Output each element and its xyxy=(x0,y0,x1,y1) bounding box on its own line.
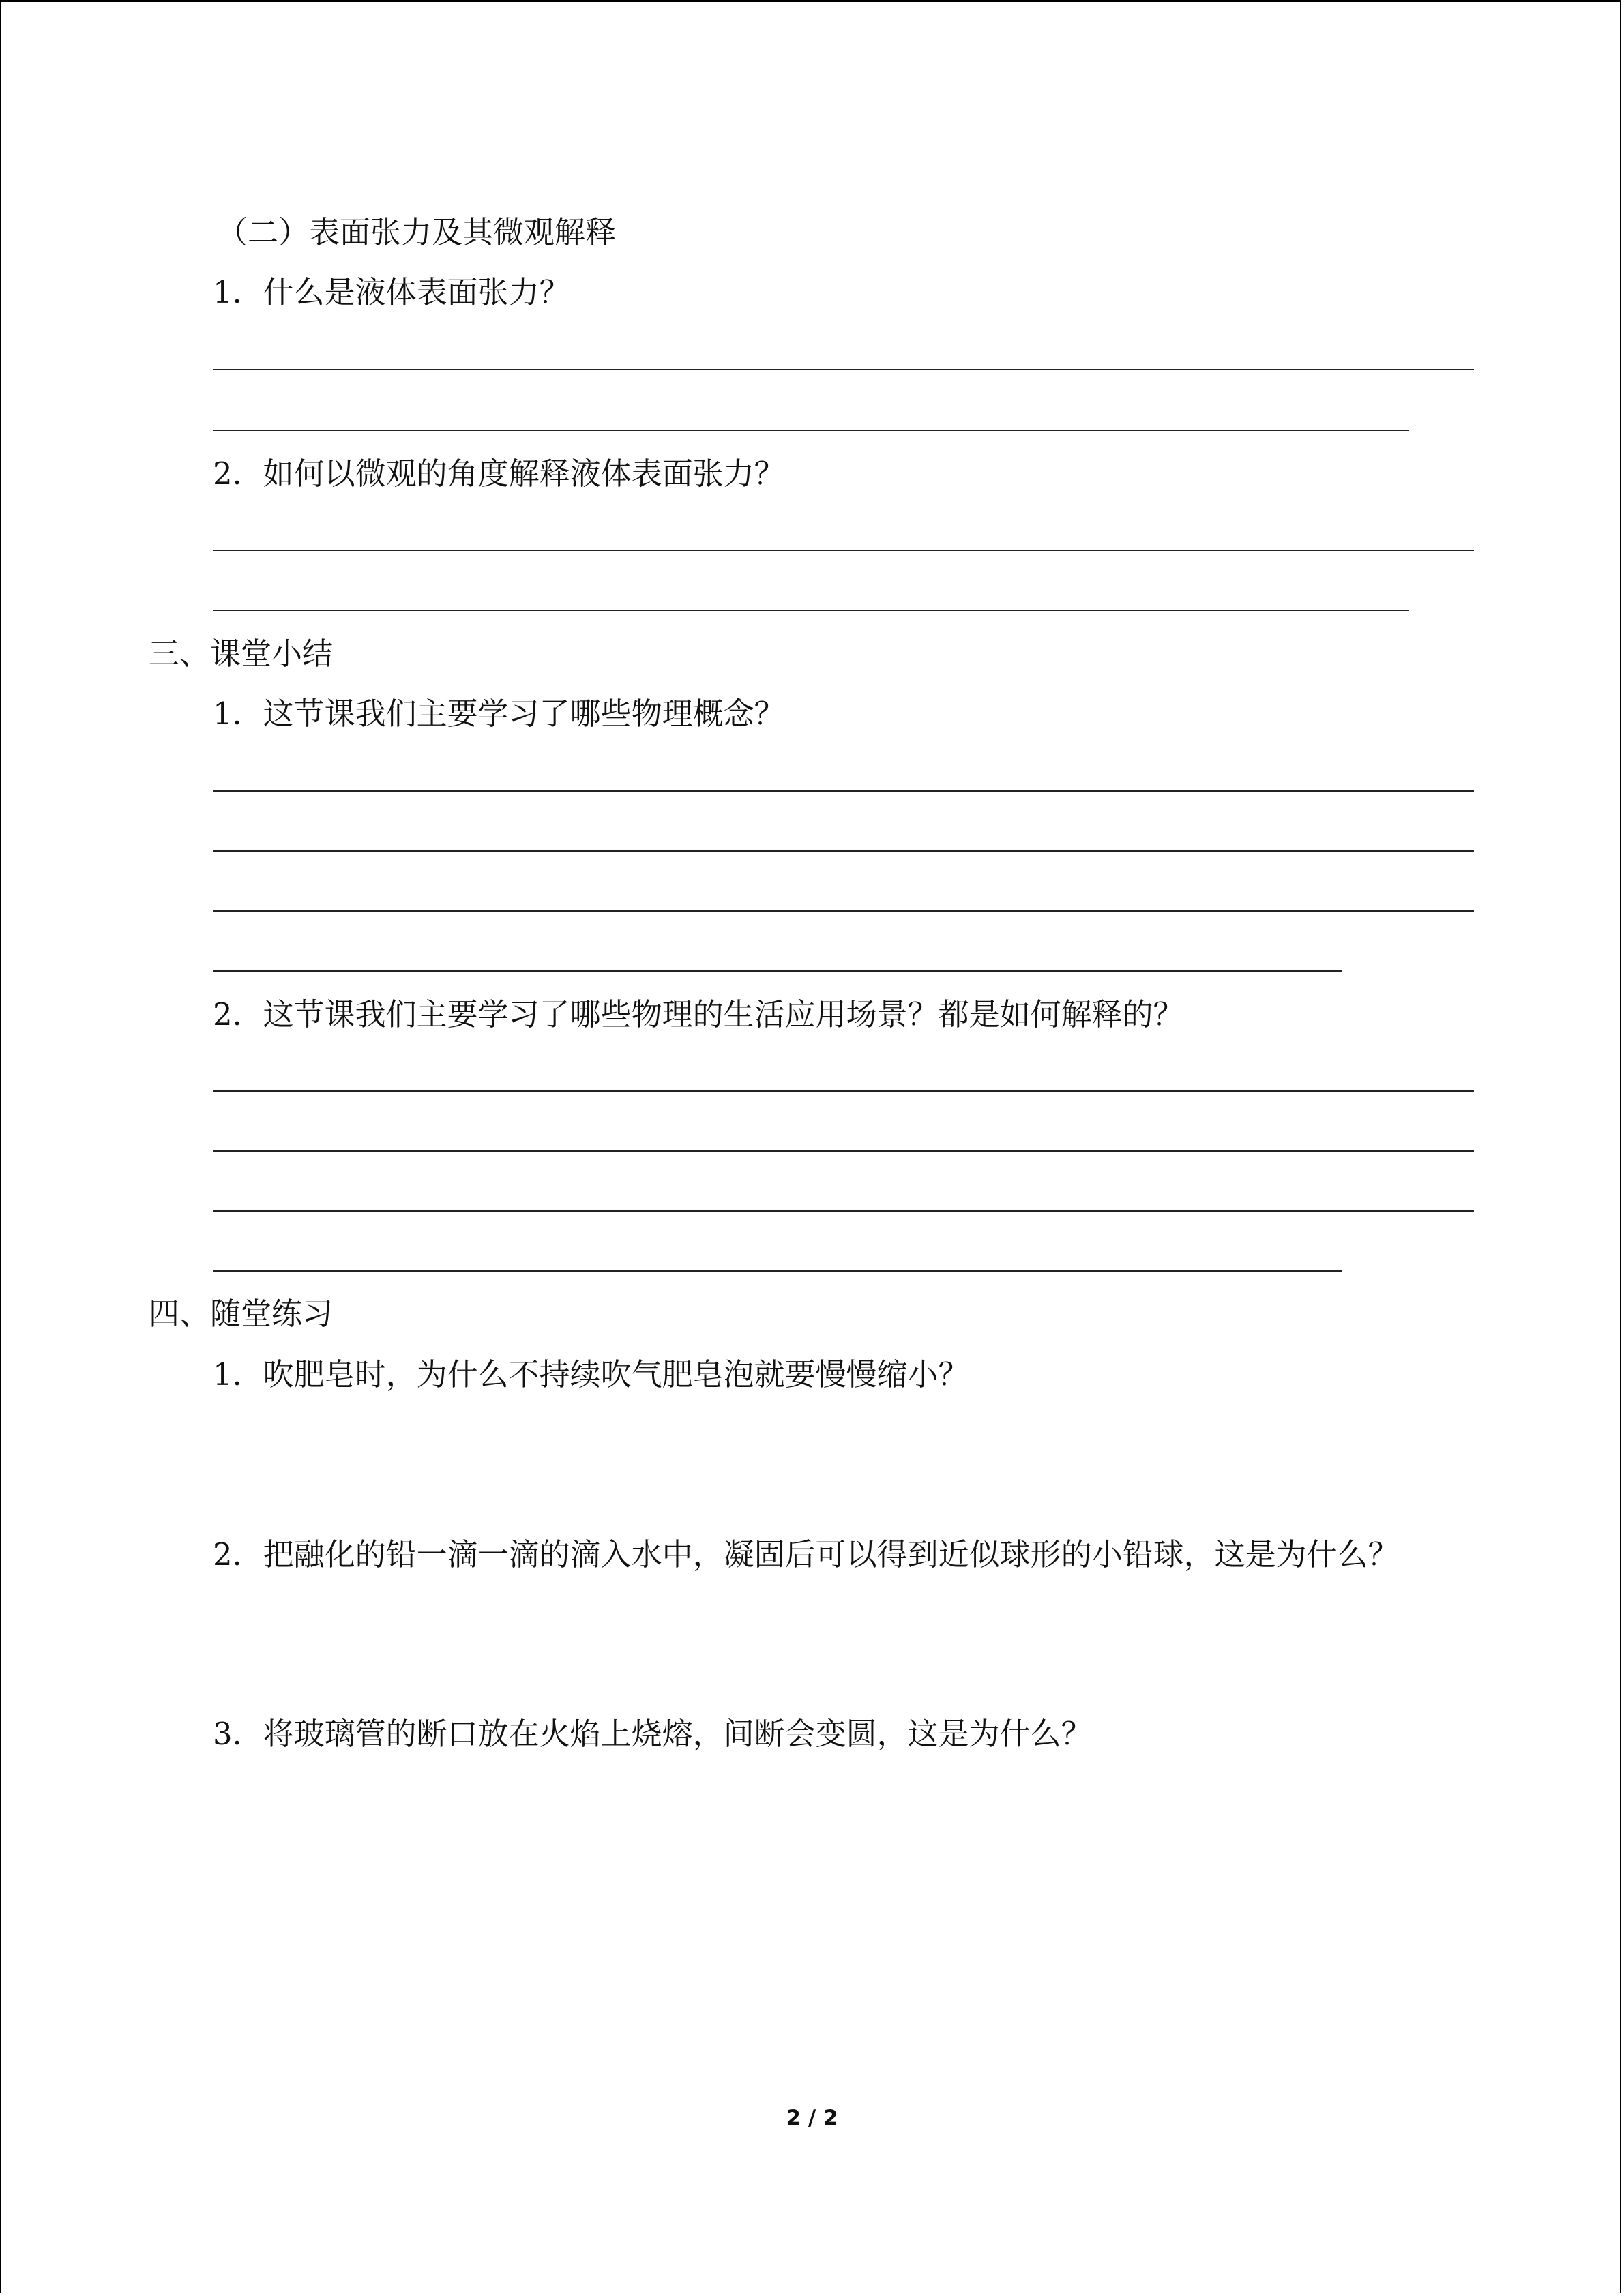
answer-line[interactable] xyxy=(213,1210,1474,1212)
question-text: 2．这节课我们主要学习了哪些物理的生活应用场景？都是如何解释的？ xyxy=(213,996,1184,1032)
question-text: 2．把融化的铅一滴一滴的滴入水中，凝固后可以得到近似球形的小铅球，这是为什么？ xyxy=(213,1536,1399,1572)
question-text: 3．将玻璃管的断口放在火焰上烧熔，间断会变圆，这是为什么？ xyxy=(213,1716,1092,1752)
answer-line[interactable] xyxy=(213,430,1409,431)
question-text: 2．如何以微观的角度解释液体表面张力？ xyxy=(213,456,785,492)
section-heading: 四、随堂练习 xyxy=(149,1296,334,1332)
answer-line[interactable] xyxy=(213,1150,1474,1152)
page-number: 2 / 2 xyxy=(786,2106,838,2130)
answer-line[interactable] xyxy=(213,1090,1474,1092)
question-text: 1．这节课我们主要学习了哪些物理概念？ xyxy=(213,696,785,732)
answer-line[interactable] xyxy=(213,910,1474,912)
question-text: 1．什么是液体表面张力？ xyxy=(213,274,570,310)
answer-line[interactable] xyxy=(213,550,1474,551)
question-text: 1．吹肥皂时，为什么不持续吹气肥皂泡就要慢慢缩小？ xyxy=(213,1356,969,1392)
section-heading: 三、课堂小结 xyxy=(149,636,334,672)
answer-line[interactable] xyxy=(213,970,1342,972)
answer-line[interactable] xyxy=(213,610,1409,611)
answer-line[interactable] xyxy=(213,850,1474,852)
answer-line[interactable] xyxy=(213,790,1474,792)
answer-line[interactable] xyxy=(213,1270,1342,1272)
answer-line[interactable] xyxy=(213,369,1474,370)
subsection-heading: （二）表面张力及其微观解释 xyxy=(217,214,617,250)
